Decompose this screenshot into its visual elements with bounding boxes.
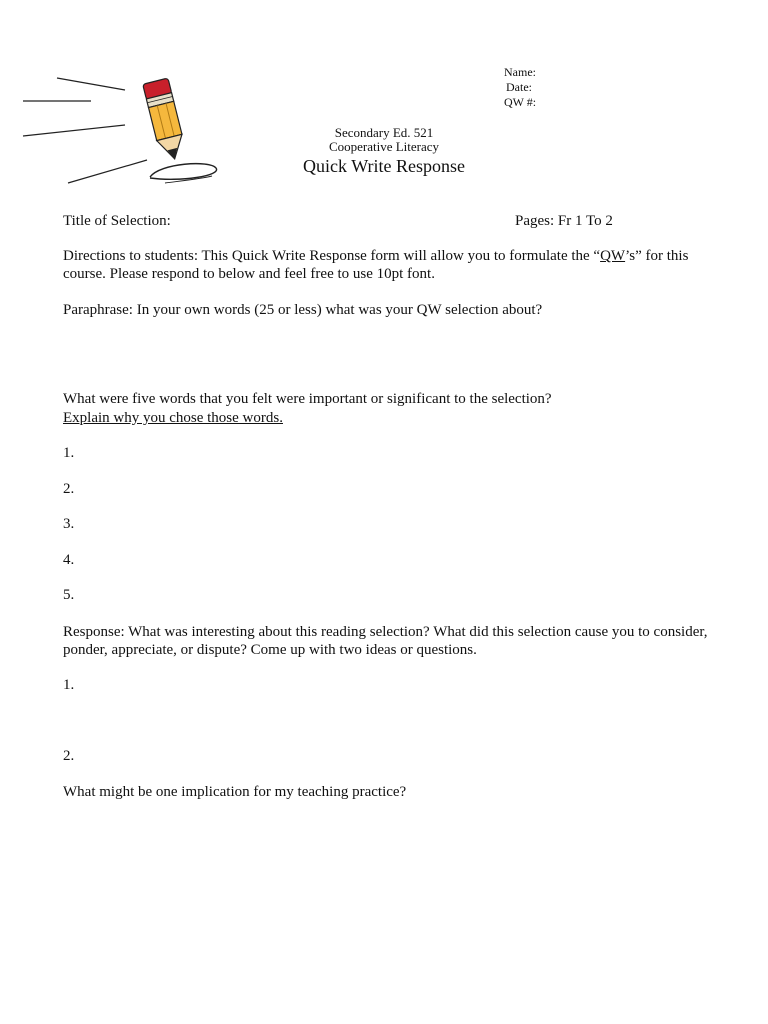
directions-before: Directions to students: This Quick Write Response form will allow you to formulate the “ [63, 248, 601, 264]
list-item: 1. [63, 677, 75, 693]
five-words-explain: Explain why you chose those words. [63, 410, 283, 426]
implication-question: What might be one implication for my teaching practice? [63, 784, 407, 800]
course-name: Cooperative Literacy [328, 139, 440, 154]
pencil-icon [0, 60, 240, 200]
directions-after: ’s” for this course. Please respond to below and feel free to use 10pt font. [63, 248, 689, 282]
name-label: Name: [504, 65, 536, 79]
list-item: 4. [63, 552, 75, 568]
form-title: Quick Write Response [303, 156, 465, 176]
list-item: 1. [63, 445, 75, 461]
paraphrase-prompt: Paraphrase: In your own words (25 or less) what was your QW selection about? [63, 302, 543, 318]
directions-text [63, 247, 713, 283]
five-words-question: What were five words that you felt were important or significant to the selection? [63, 391, 552, 407]
directions-qw: QW [600, 248, 626, 264]
response-question: Response: What was interesting about this reading selection? What did this selection cause you to consider, ponder, appreciate, or dispute? Come up with two ideas or questions. [63, 624, 708, 658]
date-label: Date: [506, 80, 532, 94]
pages-label: Pages: Fr 1 To 2 [515, 213, 613, 229]
list-item: 3. [63, 516, 75, 532]
course-code: Secondary Ed. 521 [334, 125, 434, 140]
list-item: 5. [63, 587, 75, 603]
list-item: 2. [63, 748, 75, 764]
title-of-selection-label: Title of Selection: [63, 213, 171, 229]
list-item: 2. [63, 481, 75, 497]
qw-number-label: QW #: [504, 95, 537, 109]
